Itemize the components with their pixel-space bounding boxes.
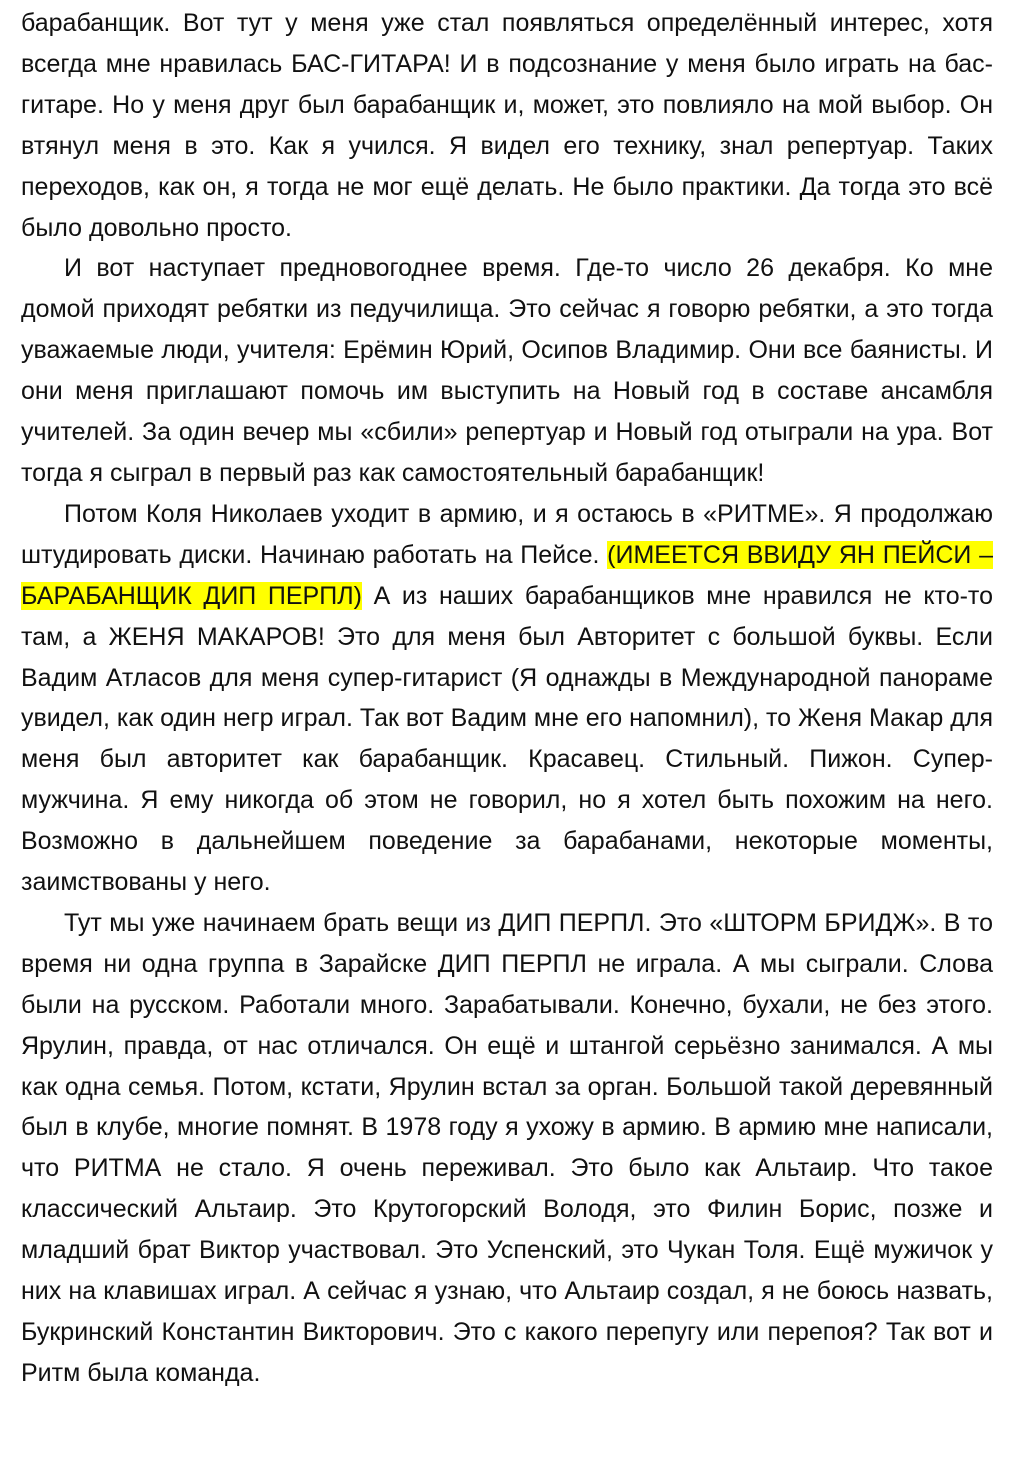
paragraph-3 bbox=[21, 494, 993, 903]
highlighted-note: (ИМЕЕТСЯ ВВИДУ ЯН ПЕЙСИ – БАРАБАНЩИК ДИП ПЕРПЛ) bbox=[21, 540, 993, 610]
paragraph-3-text-after: А из наших барабанщиков мне нравился не кто-то там, а ЖЕНЯ МАКАРОВ! Это для меня был Авторитет с большой буквы. Если Вадим Атласов для меня супер-гитарист (Я однажды в Международной панораме увидел, как один негр играл. Так вот Вадим мне его напомнил), то Женя Макар для меня был авторитет как барабанщик. Красавец. Стильный. Пижон. Супер-мужчина. Я ему никогда об этом не говорил, но я хотел быть похожим на него. Возможно в дальнейшем поведение за барабанами, некоторые моменты, заимствованы у него. bbox=[21, 581, 994, 897]
document-page bbox=[21, 0, 993, 1394]
paragraph-2: И вот наступает предновогоднее время. Где-то число 26 декабря. Ко мне домой приходят ребятки из педучилища. Это сейчас я говорю ребятки, а это тогда уважаемые люди, учителя: Ерёмин Юрий, Осипов Владимир. Они все баянисты. И они меня приглашают помочь им выступить на Новый год в составе ансамбля учителей. За один вечер мы «сбили» репертуар и Новый год отыграли на ура. Вот тогда я сыграл в первый раз как самостоятельный барабанщик! bbox=[21, 254, 993, 487]
paragraph-1: барабанщик. Вот тут у меня уже стал появляться определённый интерес, хотя всегда мне нравилась БАС-ГИТАРА! И в подсознание у меня было играть на бас-гитаре. Но у меня друг был барабанщик и, может, это повлияло на мой выбор. Он втянул меня в это. Как я учился. Я видел его технику, знал репертуар. Таких переходов, как он, я тогда не мог ещё делать. Не было практики. Да тогда это всё было довольно просто. bbox=[21, 9, 993, 242]
paragraph-3-text-before: Потом Коля Николаев уходит в армию, и я остаюсь в «РИТМЕ». Я продолжаю штудировать диски. Начинаю работать на Пейсе. bbox=[21, 499, 993, 569]
paragraph-4: Тут мы уже начинаем брать вещи из ДИП ПЕРПЛ. Это «ШТОРМ БРИДЖ». В то время ни одна группа в Зарайске ДИП ПЕРПЛ не играла. А мы сыграли. Слова были на русском. Работали много. Зарабатывали. Конечно, бухали, не без этого. Ярулин, правда, от нас отличался. Он ещё и штангой серьёзно занимался. А мы как одна семья. Потом, кстати, Ярулин встал за орган. Большой такой деревянный был в клубе, многие помнят. В 1978 году я ухожу в армию. В армию мне написали, что РИТМА не стало. Я очень переживал. Это было как Альтаир. Что такое классический Альтаир. Это Крутогорский Володя, это Филин Борис, позже и младший брат Виктор участвовал. Это Успенский, это Чукан Толя. Ещё мужичок у них на клавишах играл. А сейчас я узнаю, что Альтаир создал, я не боюсь назвать, Букринский Константин Викторович. Это с какого перепугу или перепоя? Так вот и Ритм была команда. bbox=[21, 908, 993, 1387]
